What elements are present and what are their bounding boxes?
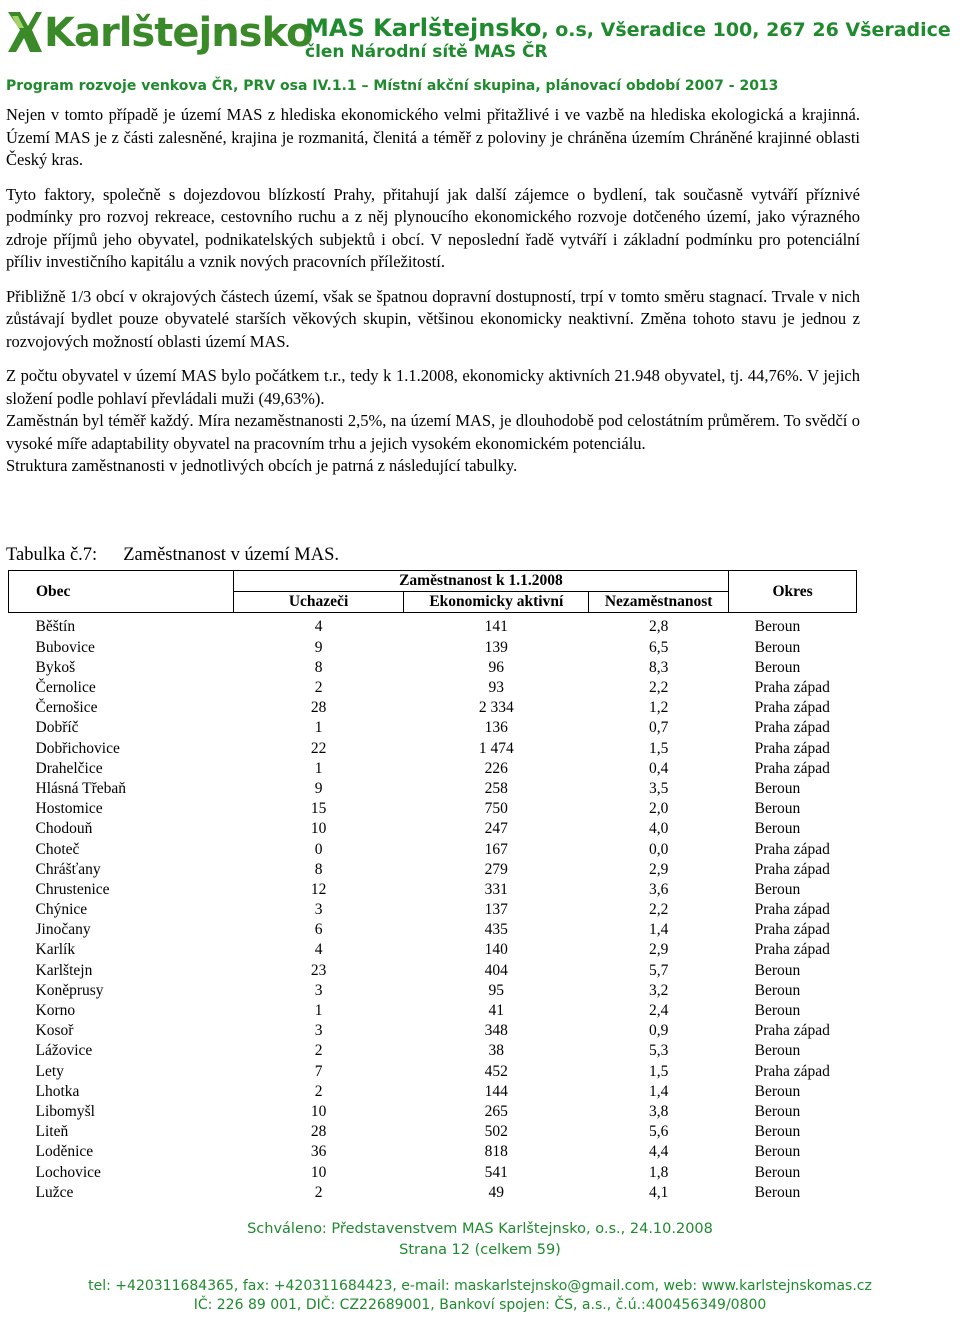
cell-uchazeci: 2 bbox=[314, 679, 323, 697]
cell-uchazeci: 12 bbox=[310, 880, 327, 898]
table-row bbox=[9, 759, 857, 779]
cell-aktivni: 247 bbox=[484, 820, 508, 838]
cell-nezamestnanost: 5,6 bbox=[648, 1123, 669, 1141]
cell-obec: Libomyšl bbox=[35, 1102, 95, 1120]
cell-aktivni: 502 bbox=[484, 1123, 508, 1141]
cell-okres: Beroun bbox=[754, 820, 801, 838]
cell-okres: Praha západ bbox=[754, 1062, 830, 1080]
cell-uchazeci: 6 bbox=[314, 921, 323, 939]
cell-aktivni: 435 bbox=[484, 921, 508, 939]
cell-okres: Beroun bbox=[754, 638, 801, 656]
paragraph: Z počtu obyvatel v území MAS bylo počátkem t.r., tedy k 1.1.2008, ekonomicky aktivních 21.948 obyvatel, tj. 44,76%. V jejich složení podle pohlaví převládali muži (49,63%). bbox=[6, 366, 860, 408]
cell-aktivni: 265 bbox=[484, 1102, 508, 1120]
cell-uchazeci: 1 bbox=[314, 1002, 323, 1020]
cell-obec: Lužce bbox=[35, 1183, 74, 1201]
cell-obec: Loděnice bbox=[35, 1143, 94, 1161]
cell-okres: Beroun bbox=[754, 1082, 801, 1100]
cell-uchazeci: 1 bbox=[314, 759, 323, 777]
body-text bbox=[6, 104, 860, 478]
cell-okres: Praha západ bbox=[754, 860, 830, 878]
cell-aktivni: 136 bbox=[484, 719, 508, 737]
table-row bbox=[9, 1183, 857, 1203]
cell-okres: Praha západ bbox=[754, 679, 830, 697]
cell-obec: Černošice bbox=[35, 699, 98, 717]
cell-uchazeci: 2 bbox=[314, 1082, 323, 1100]
cell-nezamestnanost: 3,5 bbox=[648, 779, 669, 797]
cell-nezamestnanost: 3,2 bbox=[648, 981, 669, 999]
cell-obec: Jinočany bbox=[35, 921, 91, 939]
cell-nezamestnanost: 4,1 bbox=[648, 1183, 669, 1201]
table-row bbox=[9, 739, 857, 759]
company-ids-line: IČ: 226 89 001, DIČ: CZ22689001, Bankoví spojen: ČS, a.s., č.ú.:400456349/0800 bbox=[193, 1297, 767, 1313]
cell-uchazeci: 2 bbox=[314, 1183, 323, 1201]
cell-aktivni: 750 bbox=[484, 800, 508, 818]
table-body bbox=[9, 613, 857, 1203]
cell-nezamestnanost: 5,3 bbox=[648, 1042, 669, 1060]
cell-okres: Beroun bbox=[754, 1163, 801, 1181]
cell-uchazeci: 3 bbox=[314, 981, 323, 999]
cell-obec: Bubovice bbox=[35, 638, 95, 656]
cell-aktivni: 226 bbox=[484, 759, 508, 777]
table-row bbox=[9, 718, 857, 738]
table-row bbox=[9, 613, 857, 638]
cell-aktivni: 279 bbox=[484, 860, 508, 878]
header-uchazeci: Uchazeči bbox=[233, 592, 404, 613]
cell-aktivni: 348 bbox=[484, 1022, 508, 1040]
table-row bbox=[9, 860, 857, 880]
cell-obec: Běštín bbox=[35, 618, 76, 636]
table-row bbox=[9, 981, 857, 1001]
cell-nezamestnanost: 2,8 bbox=[648, 618, 669, 636]
cell-okres: Beroun bbox=[754, 1042, 801, 1060]
cell-nezamestnanost: 1,8 bbox=[648, 1163, 669, 1181]
table-row bbox=[9, 658, 857, 678]
cell-okres: Praha západ bbox=[754, 1022, 830, 1040]
cell-obec: Karlík bbox=[35, 941, 76, 959]
header-obec: Obec bbox=[9, 571, 234, 613]
cell-obec: Chrustenice bbox=[35, 880, 110, 898]
cell-uchazeci: 23 bbox=[310, 961, 327, 979]
cell-obec: Černolice bbox=[35, 679, 96, 697]
cell-obec: Karlštejn bbox=[35, 961, 93, 979]
table-row bbox=[9, 1142, 857, 1162]
cell-okres: Beroun bbox=[754, 1102, 801, 1120]
cell-nezamestnanost: 6,5 bbox=[648, 638, 669, 656]
mas-name: MAS Karlštejnsko bbox=[305, 14, 542, 42]
cell-nezamestnanost: 2,9 bbox=[648, 860, 669, 878]
cell-obec: Hlásná Třebaň bbox=[35, 779, 127, 797]
cell-okres: Beroun bbox=[754, 1183, 801, 1201]
cell-okres: Praha západ bbox=[754, 901, 830, 919]
karlstejnsko-logo bbox=[6, 4, 313, 62]
cell-nezamestnanost: 4,0 bbox=[648, 820, 669, 838]
cell-okres: Beroun bbox=[754, 658, 801, 676]
cell-okres: Praha západ bbox=[754, 739, 830, 757]
cell-aktivni: 331 bbox=[484, 880, 508, 898]
cell-uchazeci: 7 bbox=[314, 1062, 323, 1080]
table-row bbox=[9, 961, 857, 981]
cell-uchazeci: 10 bbox=[310, 820, 327, 838]
employment-table bbox=[8, 570, 857, 1203]
cell-uchazeci: 2 bbox=[314, 1042, 323, 1060]
cell-aktivni: 167 bbox=[484, 840, 508, 858]
cell-obec: Lochovice bbox=[35, 1163, 101, 1181]
mas-address: , o.s, Všeradice 100, 267 26 Všeradice bbox=[541, 19, 951, 41]
cell-obec: Korno bbox=[35, 1002, 76, 1020]
cell-uchazeci: 9 bbox=[314, 779, 323, 797]
cell-okres: Praha západ bbox=[754, 719, 830, 737]
cell-okres: Beroun bbox=[754, 1123, 801, 1141]
cell-nezamestnanost: 4,4 bbox=[648, 1143, 669, 1161]
cell-aktivni: 137 bbox=[484, 901, 508, 919]
page-number: Strana 12 (celkem 59) bbox=[399, 1242, 561, 1258]
cell-uchazeci: 9 bbox=[314, 638, 323, 656]
table-row bbox=[9, 779, 857, 799]
cell-obec: Liteň bbox=[35, 1123, 69, 1141]
cell-uchazeci: 3 bbox=[314, 1022, 323, 1040]
cell-uchazeci: 22 bbox=[310, 739, 327, 757]
cell-obec: Lety bbox=[35, 1062, 64, 1080]
cell-okres: Praha západ bbox=[754, 941, 830, 959]
cell-okres: Beroun bbox=[754, 1143, 801, 1161]
cell-okres: Praha západ bbox=[754, 840, 830, 858]
table-row bbox=[9, 880, 857, 900]
cell-nezamestnanost: 2,2 bbox=[648, 679, 669, 697]
cell-uchazeci: 28 bbox=[310, 1123, 327, 1141]
paragraph: Tyto faktory, společně s dojezdovou blízkostí Prahy, přitahují jak další zájemce o bydlení, tak současně vytváří příznivé podmínky pro rozvoj rekreace, cestovního ruchu a z něj plynoucího ekonomického rozvoje dotčeného území, jako výrazného zdroje příjmů jeho obyvatel, podnikatelských subjektů i obcí. V neposlední řadě vytváří i základní podmínku pro potenciální příliv investičního kapitálu a vznik nových pracovních příležitostí. bbox=[6, 184, 860, 271]
cell-aktivni: 541 bbox=[484, 1163, 508, 1181]
cell-nezamestnanost: 1,5 bbox=[648, 1062, 669, 1080]
cell-nezamestnanost: 2,4 bbox=[648, 1002, 669, 1020]
cell-aktivni: 258 bbox=[484, 779, 508, 797]
cell-nezamestnanost: 5,7 bbox=[648, 961, 669, 979]
cell-aktivni: 452 bbox=[484, 1062, 508, 1080]
cell-aktivni: 140 bbox=[484, 941, 508, 959]
table-row bbox=[9, 1082, 857, 1102]
table-row bbox=[9, 799, 857, 819]
cell-aktivni: 144 bbox=[484, 1082, 508, 1100]
cell-okres: Praha západ bbox=[754, 921, 830, 939]
logo-text: Karlštejnsko bbox=[44, 10, 313, 56]
logo-x-mark-icon bbox=[6, 8, 44, 60]
table-row bbox=[9, 920, 857, 940]
table-row bbox=[9, 698, 857, 718]
program-line: Program rozvoje venkova ČR, PRV osa IV.1.1 – Místní akční skupina, plánovací období 2007 - 2013 bbox=[6, 78, 779, 94]
table-caption bbox=[6, 545, 339, 566]
cell-okres: Praha západ bbox=[754, 759, 830, 777]
header-aktivni: Ekonomicky aktivní bbox=[404, 592, 589, 613]
cell-obec: Dobříč bbox=[35, 719, 79, 737]
table-row bbox=[9, 1041, 857, 1061]
cell-aktivni: 2 334 bbox=[478, 699, 514, 717]
table-row bbox=[9, 1021, 857, 1041]
cell-okres: Praha západ bbox=[754, 699, 830, 717]
cell-obec: Hostomice bbox=[35, 800, 103, 818]
paragraph: Zaměstnán byl téměř každý. Míra nezaměstnanosti 2,5%, na území MAS, je dlouhodobě pod celostátním průměrem. To svědčí o vysoké míře adaptability obyvatel na pracovním trhu a jejich vysokém ekonomickém potenciálu. bbox=[6, 411, 860, 453]
cell-uchazeci: 10 bbox=[310, 1102, 327, 1120]
cell-nezamestnanost: 0,4 bbox=[648, 759, 669, 777]
contact-line: tel: +420311684365, fax: +420311684423, e-mail: maskarlstejnsko@gmail.com, web: www.karlstejnskomas.cz bbox=[88, 1278, 872, 1294]
cell-obec: Koněprusy bbox=[35, 981, 104, 999]
cell-nezamestnanost: 0,9 bbox=[648, 1022, 669, 1040]
cell-okres: Beroun bbox=[754, 961, 801, 979]
cell-obec: Drahelčice bbox=[35, 759, 103, 777]
cell-okres: Beroun bbox=[754, 981, 801, 999]
table-row bbox=[9, 839, 857, 859]
cell-aktivni: 818 bbox=[484, 1143, 508, 1161]
cell-aktivni: 41 bbox=[488, 1002, 505, 1020]
cell-nezamestnanost: 2,0 bbox=[648, 800, 669, 818]
table-row bbox=[9, 1122, 857, 1142]
cell-uchazeci: 28 bbox=[310, 699, 327, 717]
cell-obec: Chrášťany bbox=[35, 860, 101, 878]
cell-aktivni: 38 bbox=[488, 1042, 505, 1060]
cell-nezamestnanost: 0,7 bbox=[648, 719, 669, 737]
header-employment-group: Zaměstnanost k 1.1.2008 bbox=[233, 571, 728, 592]
cell-uchazeci: 4 bbox=[314, 618, 323, 636]
table-row bbox=[9, 900, 857, 920]
cell-okres: Beroun bbox=[754, 1002, 801, 1020]
table-row bbox=[9, 678, 857, 698]
cell-aktivni: 1 474 bbox=[478, 739, 514, 757]
cell-uchazeci: 4 bbox=[314, 941, 323, 959]
paragraph: Nejen v tomto případě je území MAS z hlediska ekonomického velmi přitažlivé i ve vazbě na hlediska ekologická a krajinná. Území MAS je z části zalesněné, krajina je rozmanitá, členitá a téměř z poloviny je chráněna územím Chráněné krajinné oblasti Český kras. bbox=[6, 105, 860, 169]
member-line: člen Národní sítě MAS ČR bbox=[305, 42, 548, 62]
cell-obec: Chodouň bbox=[35, 820, 93, 838]
cell-obec: Choteč bbox=[35, 840, 80, 858]
paragraph: Přibližně 1/3 obcí v okrajových částech území, však se špatnou dopravní dostupností, trpí v tomto směru stagnací. Trvale v nich zůstávají bydlet pouze obyvatelé starších věkových skupin, většinou ekonomicky neaktivní. Změna tohoto stavu je jednou z rozvojových možností oblasti území MAS. bbox=[6, 286, 860, 351]
table-row bbox=[9, 1001, 857, 1021]
approval-line: Schváleno: Představenstvem MAS Karlštejnsko, o.s., 24.10.2008 bbox=[247, 1221, 713, 1237]
table-row bbox=[9, 1162, 857, 1182]
cell-uchazeci: 10 bbox=[310, 1163, 327, 1181]
cell-aktivni: 404 bbox=[484, 961, 508, 979]
cell-nezamestnanost: 3,6 bbox=[648, 880, 669, 898]
table-row bbox=[9, 819, 857, 839]
cell-uchazeci: 1 bbox=[314, 719, 323, 737]
table-row bbox=[9, 940, 857, 960]
cell-nezamestnanost: 8,3 bbox=[648, 658, 669, 676]
cell-aktivni: 95 bbox=[488, 981, 505, 999]
cell-aktivni: 96 bbox=[488, 658, 505, 676]
header-okres: Okres bbox=[729, 571, 857, 613]
cell-uchazeci: 36 bbox=[310, 1143, 327, 1161]
caption-title: Zaměstnanost v území MAS. bbox=[123, 545, 339, 565]
table-row bbox=[9, 1062, 857, 1082]
cell-aktivni: 93 bbox=[488, 679, 505, 697]
cell-okres: Beroun bbox=[754, 880, 801, 898]
cell-aktivni: 141 bbox=[484, 618, 508, 636]
cell-uchazeci: 8 bbox=[314, 658, 323, 676]
cell-uchazeci: 0 bbox=[314, 840, 323, 858]
cell-obec: Lážovice bbox=[35, 1042, 93, 1060]
cell-obec: Lhotka bbox=[35, 1082, 80, 1100]
cell-uchazeci: 8 bbox=[314, 860, 323, 878]
cell-obec: Chýnice bbox=[35, 901, 88, 919]
cell-nezamestnanost: 1,2 bbox=[648, 699, 669, 717]
cell-aktivni: 139 bbox=[484, 638, 508, 656]
cell-okres: Beroun bbox=[754, 779, 801, 797]
cell-nezamestnanost: 1,5 bbox=[648, 739, 669, 757]
table-row bbox=[9, 638, 857, 658]
paragraph: Struktura zaměstnanosti v jednotlivých obcích je patrná z následující tabulky. bbox=[6, 456, 518, 475]
caption-label: Tabulka č.7: bbox=[6, 545, 98, 565]
cell-aktivni: 49 bbox=[488, 1183, 505, 1201]
page-header bbox=[0, 0, 960, 100]
cell-obec: Kosoř bbox=[35, 1022, 74, 1040]
cell-okres: Beroun bbox=[754, 618, 801, 636]
cell-nezamestnanost: 0,0 bbox=[648, 840, 669, 858]
cell-nezamestnanost: 2,9 bbox=[648, 941, 669, 959]
table-row bbox=[9, 1102, 857, 1122]
cell-obec: Dobřichovice bbox=[35, 739, 120, 757]
cell-uchazeci: 15 bbox=[310, 800, 327, 818]
header-nezamestnanost: Nezaměstnanost bbox=[589, 592, 729, 613]
cell-uchazeci: 3 bbox=[314, 901, 323, 919]
mas-address-line bbox=[305, 14, 951, 42]
cell-nezamestnanost: 2,2 bbox=[648, 901, 669, 919]
cell-nezamestnanost: 3,8 bbox=[648, 1102, 669, 1120]
cell-nezamestnanost: 1,4 bbox=[648, 1082, 669, 1100]
cell-obec: Bykoš bbox=[35, 658, 76, 676]
cell-nezamestnanost: 1,4 bbox=[648, 921, 669, 939]
cell-okres: Beroun bbox=[754, 800, 801, 818]
